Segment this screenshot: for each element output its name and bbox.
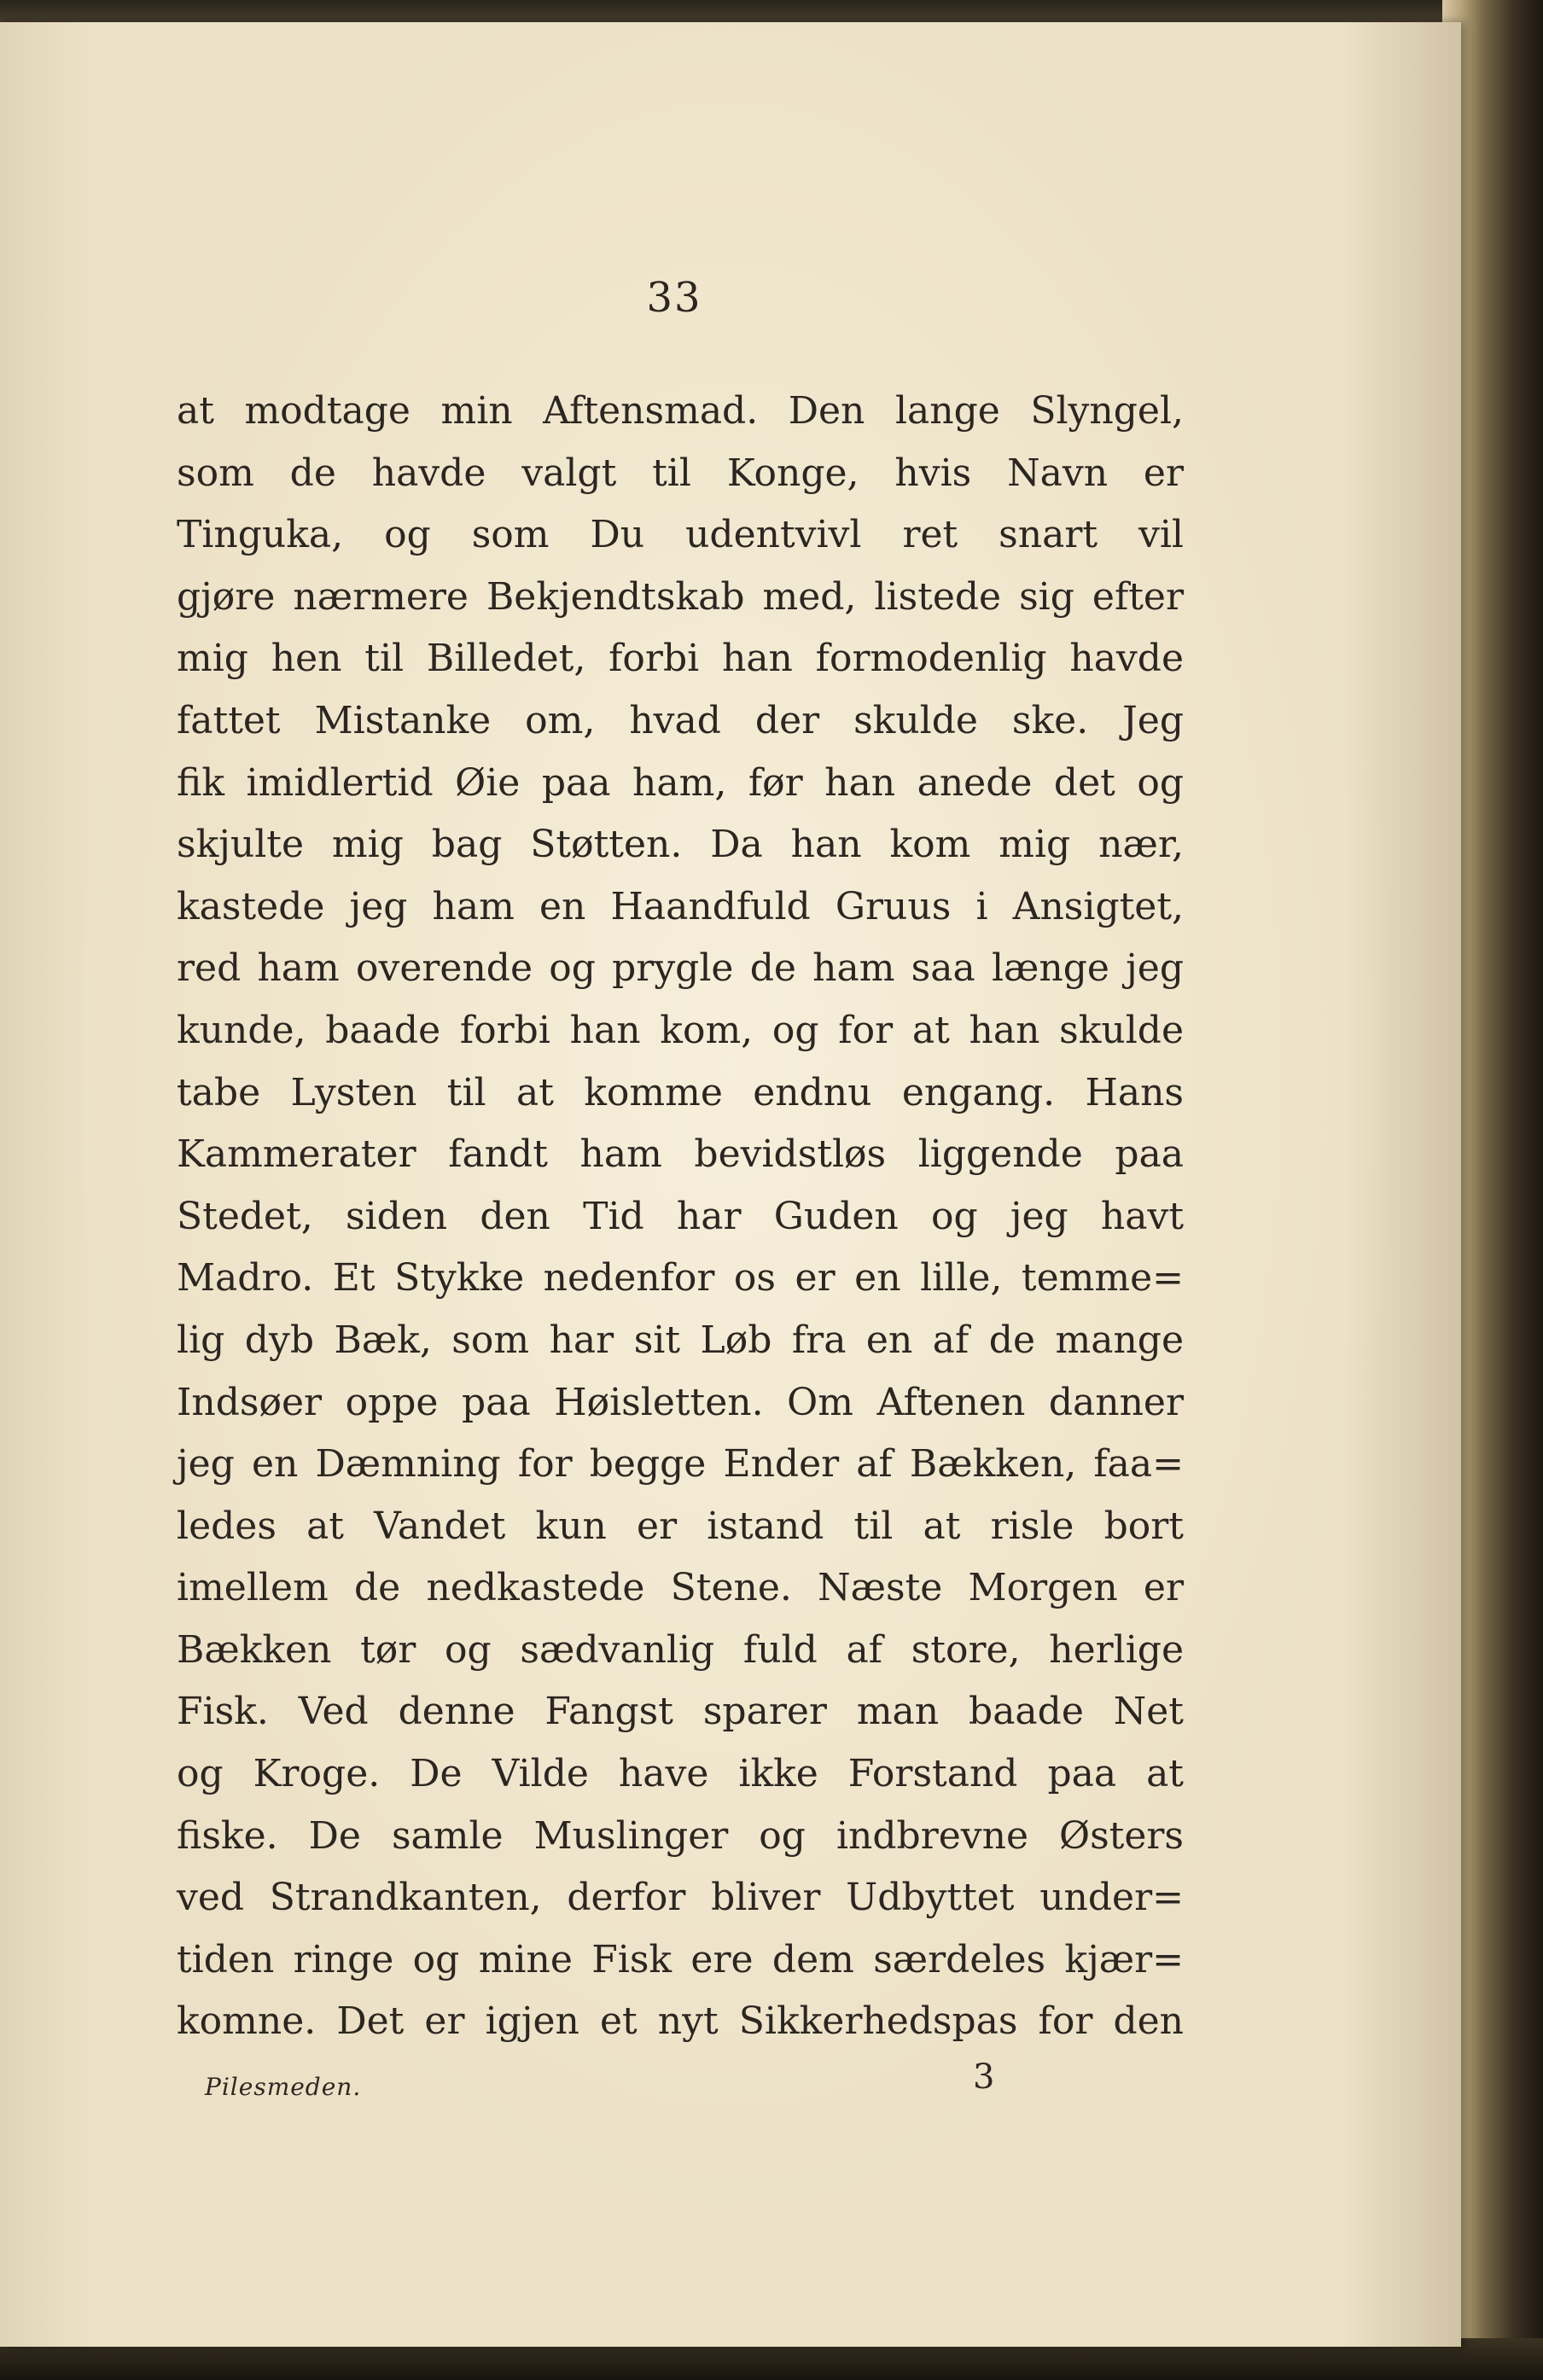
text-line: Kammerater fandt ham bevidstløs liggende paa (177, 1132, 1184, 1177)
text-line: lig dyb Bæk, som har sit Løb fra en af de mange (177, 1318, 1184, 1362)
body-text (177, 381, 1184, 2053)
text-line: Bækken tør og sædvanlig fuld af store, herlige (177, 1627, 1184, 1672)
text-line: fattet Mistanke om, hvad der skulde ske. Jeg (177, 698, 1184, 742)
text-line: gjøre nærmere Bekjendtskab med, listede sig efter (177, 574, 1184, 619)
text-line: ledes at Vandet kun er istand til at risle bort (177, 1504, 1184, 1548)
text-line: Stedet, siden den Tid har Guden og jeg havt (177, 1194, 1184, 1238)
text-line: tabe Lysten til at komme endnu engang. Hans (177, 1070, 1184, 1114)
text-line: Madro. Et Stykke nedenfor os er en lille, temme= (177, 1256, 1184, 1301)
text-line: fiske. De samle Muslinger og indbrevne Østers (177, 1813, 1184, 1858)
page-number: 33 (646, 274, 702, 322)
text-line: Fisk. Ved denne Fangst sparer man baade Net (177, 1690, 1184, 1734)
text-line: mig hen til Billedet, forbi han formodenlig havde (177, 637, 1184, 681)
signature-title: Pilesmeden. (205, 2073, 362, 2101)
text-line: kastede jeg ham en Haandfuld Gruus i Ansigtet, (177, 884, 1184, 928)
sheet-signature-mark: 3 (973, 2057, 995, 2097)
text-line: fik imidlertid Øie paa ham, før han anede det og (177, 760, 1184, 805)
book-page (0, 22, 1461, 2347)
text-line: Tinguka, og som Du udentvivl ret snart vil (177, 513, 1184, 557)
text-line: ved Strandkanten, derfor bliver Udbyttet under= (177, 1876, 1184, 1920)
text-line: red ham overende og prygle de ham saa længe jeg (177, 946, 1184, 991)
text-line: tiden ringe og mine Fisk ere dem særdeles kjær= (177, 1937, 1184, 1981)
page-footer (205, 2057, 1016, 2109)
text-line: jeg en Dæmning for begge Ender af Bækken, faa= (177, 1442, 1184, 1487)
text-line: imellem de nedkastede Stene. Næste Morgen er (177, 1566, 1184, 1610)
text-line: at modtage min Aftensmad. Den lange Slyngel, (177, 389, 1184, 433)
text-line: Indsøer oppe paa Høisletten. Om Aftenen danner (177, 1380, 1184, 1424)
text-line: som de havde valgt til Konge, hvis Navn er (177, 451, 1184, 495)
text-line: komne. Det er igjen et nyt Sikkerhedspas for den (177, 1999, 1184, 2044)
text-line: kunde, baade forbi han kom, og for at han skulde (177, 1008, 1184, 1052)
text-line: og Kroge. De Vilde have ikke Forstand paa at (177, 1752, 1184, 1796)
text-line: skjulte mig bag Støtten. Da han kom mig nær, (177, 823, 1184, 867)
